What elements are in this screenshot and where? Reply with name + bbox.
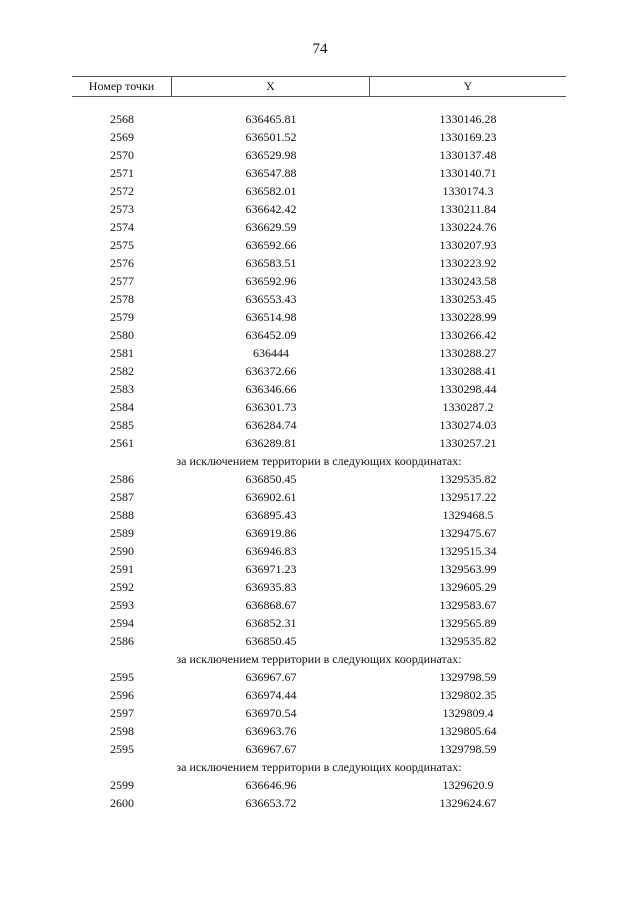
table-row xyxy=(0,542,640,560)
y-coordinate-cell: 1329535.82 xyxy=(439,634,497,648)
point-number-cell: 2577 xyxy=(110,274,134,288)
table-row xyxy=(0,344,640,362)
x-coordinate-cell: 636529.98 xyxy=(245,148,297,162)
table-row xyxy=(0,398,640,416)
table-row xyxy=(0,326,640,344)
exclusion-note-row xyxy=(0,452,640,470)
x-coordinate-cell: 636592.96 xyxy=(245,274,297,288)
point-number-cell: 2589 xyxy=(110,526,134,540)
y-coordinate-cell: 1330243.58 xyxy=(439,274,497,288)
table-row xyxy=(0,272,640,290)
y-coordinate-cell: 1330274.03 xyxy=(439,418,497,432)
point-number-cell: 2576 xyxy=(110,256,134,270)
x-coordinate-cell: 636346.66 xyxy=(245,382,297,396)
y-coordinate-cell: 1329605.29 xyxy=(439,580,497,594)
table-row xyxy=(0,470,640,488)
point-number-cell: 2583 xyxy=(110,382,134,396)
point-number-cell: 2580 xyxy=(110,328,134,342)
point-number-cell: 2597 xyxy=(110,706,134,720)
x-coordinate-cell: 636850.45 xyxy=(245,472,297,486)
y-coordinate-cell: 1329798.59 xyxy=(439,670,497,684)
y-coordinate-cell: 1330228.99 xyxy=(439,310,497,324)
point-number-cell: 2595 xyxy=(110,670,134,684)
x-coordinate-cell: 636963.76 xyxy=(245,724,297,738)
y-coordinate-cell: 1329517.22 xyxy=(439,490,497,504)
x-coordinate-cell: 636284.74 xyxy=(245,418,297,432)
exclusion-note-row xyxy=(0,758,640,776)
table-row xyxy=(0,380,640,398)
y-coordinate-cell: 1329535.82 xyxy=(439,472,497,486)
table-row xyxy=(0,308,640,326)
x-coordinate-cell: 636289.81 xyxy=(245,436,297,450)
y-coordinate-cell: 1330253.45 xyxy=(439,292,497,306)
x-coordinate-cell: 636642.42 xyxy=(245,202,297,216)
point-number-cell: 2571 xyxy=(110,166,134,180)
point-number-cell: 2585 xyxy=(110,418,134,432)
table-row xyxy=(0,578,640,596)
table-row xyxy=(0,776,640,794)
x-coordinate-cell: 636852.31 xyxy=(245,616,297,630)
x-coordinate-cell: 636850.45 xyxy=(245,634,297,648)
point-number-cell: 2588 xyxy=(110,508,134,522)
y-coordinate-cell: 1329798.59 xyxy=(439,742,497,756)
table-row xyxy=(0,128,640,146)
point-number-cell: 2573 xyxy=(110,202,134,216)
table-row xyxy=(0,596,640,614)
point-number-cell: 2568 xyxy=(110,112,134,126)
y-coordinate-cell: 1329620.9 xyxy=(442,778,494,792)
x-coordinate-cell: 636971.23 xyxy=(245,562,297,576)
x-coordinate-cell: 636919.86 xyxy=(245,526,297,540)
point-number-cell: 2586 xyxy=(110,634,134,648)
column-header-y: Y xyxy=(463,79,473,93)
x-coordinate-cell: 636629.59 xyxy=(245,220,297,234)
table-row xyxy=(0,794,640,812)
point-number-cell: 2569 xyxy=(110,130,134,144)
point-number-cell: 2598 xyxy=(110,724,134,738)
y-coordinate-cell: 1330174.3 xyxy=(442,184,494,198)
x-coordinate-cell: 636583.51 xyxy=(245,256,297,270)
table-row xyxy=(0,686,640,704)
point-number-cell: 2595 xyxy=(110,742,134,756)
x-coordinate-cell: 636514.98 xyxy=(245,310,297,324)
point-number-cell: 2592 xyxy=(110,580,134,594)
table-row xyxy=(0,110,640,128)
y-coordinate-cell: 1330224.76 xyxy=(439,220,497,234)
point-number-cell: 2579 xyxy=(110,310,134,324)
table-row xyxy=(0,740,640,758)
point-number-cell: 2591 xyxy=(110,562,134,576)
y-coordinate-cell: 1329805.64 xyxy=(439,724,497,738)
table-row xyxy=(0,434,640,452)
y-coordinate-cell: 1329624.67 xyxy=(439,796,497,810)
y-coordinate-cell: 1329563.99 xyxy=(439,562,497,576)
point-number-cell: 2594 xyxy=(110,616,134,630)
y-coordinate-cell: 1330288.41 xyxy=(439,364,497,378)
y-coordinate-cell: 1329802.35 xyxy=(439,688,497,702)
y-coordinate-cell: 1329515.34 xyxy=(439,544,497,558)
point-number-cell: 2600 xyxy=(110,796,134,810)
point-number-cell: 2570 xyxy=(110,148,134,162)
table-row xyxy=(0,146,640,164)
point-number-cell: 2582 xyxy=(110,364,134,378)
y-coordinate-cell: 1330137.48 xyxy=(439,148,497,162)
y-coordinate-cell: 1329583.67 xyxy=(439,598,497,612)
point-number-cell: 2587 xyxy=(110,490,134,504)
x-coordinate-cell: 636553.43 xyxy=(245,292,297,306)
point-number-cell: 2578 xyxy=(110,292,134,306)
x-coordinate-cell: 636501.52 xyxy=(245,130,297,144)
x-coordinate-cell: 636895.43 xyxy=(245,508,297,522)
x-coordinate-cell: 636974.44 xyxy=(245,688,297,702)
exclusion-note-text: за исключением территории в следующих координатах: xyxy=(176,760,462,774)
point-number-cell: 2581 xyxy=(110,346,134,360)
x-coordinate-cell: 636547.88 xyxy=(245,166,297,180)
point-number-cell: 2593 xyxy=(110,598,134,612)
table-row xyxy=(0,254,640,272)
point-number-cell: 2596 xyxy=(110,688,134,702)
point-number-cell: 2572 xyxy=(110,184,134,198)
y-coordinate-cell: 1330298.44 xyxy=(439,382,497,396)
y-coordinate-cell: 1330287.2 xyxy=(442,400,494,414)
x-coordinate-cell: 636970.54 xyxy=(245,706,297,720)
x-coordinate-cell: 636465.81 xyxy=(245,112,297,126)
table-row xyxy=(0,488,640,506)
table-row xyxy=(0,722,640,740)
x-coordinate-cell: 636646.96 xyxy=(245,778,297,792)
y-coordinate-cell: 1329475.67 xyxy=(439,526,497,540)
x-coordinate-cell: 636372.66 xyxy=(245,364,297,378)
x-coordinate-cell: 636967.67 xyxy=(245,742,297,756)
point-number-cell: 2586 xyxy=(110,472,134,486)
point-number-cell: 2584 xyxy=(110,400,134,414)
exclusion-note-text: за исключением территории в следующих координатах: xyxy=(176,652,462,666)
table-row xyxy=(0,164,640,182)
y-coordinate-cell: 1329565.89 xyxy=(439,616,497,630)
y-coordinate-cell: 1329468.5 xyxy=(442,508,494,522)
table-row xyxy=(0,632,640,650)
table-row xyxy=(0,668,640,686)
table-row xyxy=(0,362,640,380)
x-coordinate-cell: 636967.67 xyxy=(245,670,297,684)
point-number-cell: 2561 xyxy=(110,436,134,450)
y-coordinate-cell: 1330211.84 xyxy=(439,202,497,216)
table-header xyxy=(72,76,566,97)
y-coordinate-cell: 1330223.92 xyxy=(439,256,497,270)
x-coordinate-cell: 636902.61 xyxy=(245,490,297,504)
column-header-x: X xyxy=(172,77,370,96)
table-row xyxy=(0,560,640,578)
table-row xyxy=(0,614,640,632)
y-coordinate-cell: 1329809.4 xyxy=(442,706,494,720)
table-row xyxy=(0,704,640,722)
y-coordinate-cell: 1330266.42 xyxy=(439,328,497,342)
x-coordinate-cell: 636935.83 xyxy=(245,580,297,594)
x-coordinate-cell: 636582.01 xyxy=(245,184,297,198)
exclusion-note-row xyxy=(0,650,640,668)
point-number-cell: 2599 xyxy=(110,778,134,792)
y-coordinate-cell: 1330146.28 xyxy=(439,112,497,126)
y-coordinate-cell: 1330288.27 xyxy=(439,346,497,360)
x-coordinate-cell: 636444 xyxy=(253,346,289,360)
x-coordinate-cell: 636592.66 xyxy=(245,238,297,252)
x-coordinate-cell: 636653.72 xyxy=(245,796,297,810)
y-coordinate-cell: 1330140.71 xyxy=(439,166,497,180)
table-row xyxy=(0,524,640,542)
y-coordinate-cell: 1330169.23 xyxy=(439,130,497,144)
x-coordinate-cell: 636301.73 xyxy=(245,400,297,414)
y-coordinate-cell: 1330257.21 xyxy=(439,436,497,450)
table-row xyxy=(0,182,640,200)
exclusion-note-text: за исключением территории в следующих координатах: xyxy=(176,454,462,468)
table-row xyxy=(0,236,640,254)
point-number-cell: 2575 xyxy=(110,238,134,252)
page-number: 74 xyxy=(312,41,328,57)
y-coordinate-cell: 1330207.93 xyxy=(439,238,497,252)
point-number-cell: 2590 xyxy=(110,544,134,558)
point-number-cell: 2574 xyxy=(110,220,134,234)
table-row xyxy=(0,290,640,308)
x-coordinate-cell: 636946.83 xyxy=(245,544,297,558)
x-coordinate-cell: 636452.09 xyxy=(245,328,297,342)
table-row xyxy=(0,416,640,434)
x-coordinate-cell: 636868.67 xyxy=(245,598,297,612)
table-row xyxy=(0,200,640,218)
coordinates-table-body xyxy=(0,110,640,812)
table-row xyxy=(0,506,640,524)
table-row xyxy=(0,218,640,236)
column-header-point-number: Номер точки xyxy=(72,77,172,96)
